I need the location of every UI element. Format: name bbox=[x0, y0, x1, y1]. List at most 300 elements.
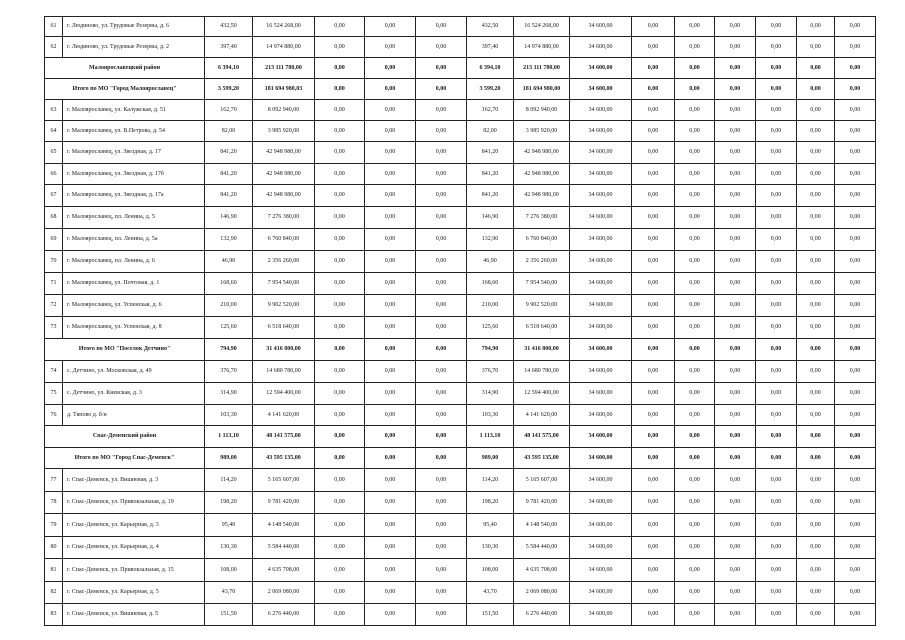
value-cell: 0,00 bbox=[632, 405, 675, 426]
value-cell: 0,00 bbox=[675, 448, 715, 469]
value-cell: 16 524 268,00 bbox=[253, 17, 315, 37]
value-cell: 34 600,00 bbox=[570, 58, 632, 79]
value-cell: 397,40 bbox=[467, 37, 514, 58]
value-cell: 0,00 bbox=[797, 361, 835, 383]
value-cell: 198,20 bbox=[205, 492, 253, 514]
value-cell: 46,90 bbox=[467, 251, 514, 273]
value-cell: 0,00 bbox=[835, 559, 876, 582]
value-cell: 0,00 bbox=[632, 100, 675, 121]
value-cell: 0,00 bbox=[835, 251, 876, 273]
value-cell: 125,60 bbox=[467, 317, 514, 339]
value-cell: 14 974 880,00 bbox=[514, 37, 570, 58]
value-cell: 0,00 bbox=[632, 559, 675, 582]
value-cell: 43,70 bbox=[467, 582, 514, 604]
address-cell: г. Малоярославец, ул. Успенская, д. 8 bbox=[63, 317, 205, 339]
document-sheet bbox=[44, 16, 875, 626]
value-cell: 34 600,00 bbox=[570, 79, 632, 100]
row-number: 68 bbox=[45, 207, 63, 229]
table-row bbox=[45, 582, 876, 604]
value-cell: 0,00 bbox=[835, 361, 876, 383]
value-cell: 0,00 bbox=[416, 317, 467, 339]
value-cell: 4 148 540,00 bbox=[514, 514, 570, 537]
value-cell: 168,60 bbox=[467, 273, 514, 295]
value-cell: 0,00 bbox=[715, 273, 756, 295]
value-cell: 0,00 bbox=[416, 251, 467, 273]
value-cell: 0,00 bbox=[632, 273, 675, 295]
value-cell: 0,00 bbox=[365, 121, 416, 142]
value-cell: 3 985 920,00 bbox=[253, 121, 315, 142]
value-cell: 841,20 bbox=[467, 185, 514, 207]
value-cell: 6 276 440,00 bbox=[253, 604, 315, 626]
table-row bbox=[45, 383, 876, 405]
value-cell: 4 635 708,00 bbox=[514, 559, 570, 582]
value-cell: 0,00 bbox=[416, 295, 467, 317]
value-cell: 0,00 bbox=[675, 79, 715, 100]
value-cell: 0,00 bbox=[675, 559, 715, 582]
value-cell: 114,20 bbox=[467, 469, 514, 492]
value-cell: 0,00 bbox=[675, 273, 715, 295]
summary-label: Итого по МО "Город Малоярославец" bbox=[45, 79, 205, 100]
value-cell: 0,00 bbox=[416, 537, 467, 559]
value-cell: 0,00 bbox=[632, 207, 675, 229]
value-cell: 0,00 bbox=[632, 37, 675, 58]
value-cell: 0,00 bbox=[756, 317, 797, 339]
value-cell: 0,00 bbox=[797, 295, 835, 317]
value-cell: 0,00 bbox=[715, 164, 756, 185]
value-cell: 0,00 bbox=[756, 58, 797, 79]
address-cell: г. Спас-Деменск, ул. Карьерная, д. 3 bbox=[63, 514, 205, 537]
value-cell: 0,00 bbox=[632, 185, 675, 207]
value-cell: 0,00 bbox=[756, 514, 797, 537]
value-cell: 0,00 bbox=[675, 405, 715, 426]
value-cell: 34 600,00 bbox=[570, 448, 632, 469]
address-cell: д. Тяпово д. б/н bbox=[63, 405, 205, 426]
value-cell: 0,00 bbox=[715, 383, 756, 405]
value-cell: 0,00 bbox=[715, 37, 756, 58]
table-row bbox=[45, 142, 876, 164]
value-cell: 0,00 bbox=[675, 100, 715, 121]
value-cell: 0,00 bbox=[315, 537, 365, 559]
value-cell: 34 600,00 bbox=[570, 383, 632, 405]
value-cell: 989,00 bbox=[467, 448, 514, 469]
table-row bbox=[45, 251, 876, 273]
value-cell: 0,00 bbox=[715, 559, 756, 582]
table-row bbox=[45, 317, 876, 339]
value-cell: 0,00 bbox=[675, 17, 715, 37]
address-cell: г. Малоярославец, ул. Звездная, д. 17 bbox=[63, 142, 205, 164]
value-cell: 31 416 800,00 bbox=[514, 339, 570, 361]
value-cell: 48 141 575,00 bbox=[253, 426, 315, 448]
value-cell: 0,00 bbox=[365, 469, 416, 492]
value-cell: 0,00 bbox=[416, 273, 467, 295]
value-cell: 0,00 bbox=[797, 339, 835, 361]
value-cell: 0,00 bbox=[315, 383, 365, 405]
value-cell: 0,00 bbox=[416, 426, 467, 448]
value-cell: 7 954 540,00 bbox=[253, 273, 315, 295]
table-row bbox=[45, 559, 876, 582]
value-cell: 0,00 bbox=[835, 514, 876, 537]
value-cell: 210,00 bbox=[205, 295, 253, 317]
row-number: 67 bbox=[45, 185, 63, 207]
value-cell: 0,00 bbox=[715, 185, 756, 207]
row-number: 83 bbox=[45, 604, 63, 626]
value-cell: 0,00 bbox=[365, 100, 416, 121]
value-cell: 0,00 bbox=[416, 207, 467, 229]
row-number: 70 bbox=[45, 251, 63, 273]
value-cell: 9 781 420,00 bbox=[514, 492, 570, 514]
value-cell: 12 594 400,00 bbox=[514, 383, 570, 405]
value-cell: 841,20 bbox=[205, 142, 253, 164]
value-cell: 794,90 bbox=[467, 339, 514, 361]
value-cell: 210,00 bbox=[467, 295, 514, 317]
value-cell: 5 165 607,00 bbox=[253, 469, 315, 492]
value-cell: 0,00 bbox=[632, 361, 675, 383]
value-cell: 0,00 bbox=[835, 426, 876, 448]
value-cell: 0,00 bbox=[797, 469, 835, 492]
row-number: 78 bbox=[45, 492, 63, 514]
value-cell: 42 948 980,00 bbox=[253, 142, 315, 164]
row-number: 82 bbox=[45, 582, 63, 604]
value-cell: 12 594 400,00 bbox=[253, 383, 315, 405]
value-cell: 0,00 bbox=[416, 37, 467, 58]
value-cell: 34 600,00 bbox=[570, 559, 632, 582]
value-cell: 0,00 bbox=[365, 58, 416, 79]
value-cell: 5 165 607,00 bbox=[514, 469, 570, 492]
table-row bbox=[45, 514, 876, 537]
value-cell: 0,00 bbox=[632, 537, 675, 559]
value-cell: 34 600,00 bbox=[570, 582, 632, 604]
row-number: 77 bbox=[45, 469, 63, 492]
value-cell: 0,00 bbox=[365, 361, 416, 383]
value-cell: 103,30 bbox=[205, 405, 253, 426]
address-cell: г. Малоярославец, ул. В.Петрова, д. 54 bbox=[63, 121, 205, 142]
value-cell: 9 781 420,00 bbox=[253, 492, 315, 514]
summary-row bbox=[45, 426, 876, 448]
value-cell: 0,00 bbox=[756, 185, 797, 207]
value-cell: 0,00 bbox=[797, 559, 835, 582]
value-cell: 0,00 bbox=[797, 79, 835, 100]
value-cell: 108,00 bbox=[467, 559, 514, 582]
value-cell: 34 600,00 bbox=[570, 317, 632, 339]
value-cell: 0,00 bbox=[835, 100, 876, 121]
value-cell: 34 600,00 bbox=[570, 164, 632, 185]
value-cell: 0,00 bbox=[632, 426, 675, 448]
value-cell: 0,00 bbox=[416, 448, 467, 469]
value-cell: 0,00 bbox=[835, 469, 876, 492]
value-cell: 0,00 bbox=[756, 100, 797, 121]
value-cell: 198,20 bbox=[467, 492, 514, 514]
value-cell: 0,00 bbox=[715, 537, 756, 559]
value-cell: 1 113,10 bbox=[467, 426, 514, 448]
value-cell: 0,00 bbox=[797, 492, 835, 514]
value-cell: 151,50 bbox=[467, 604, 514, 626]
value-cell: 0,00 bbox=[756, 469, 797, 492]
value-cell: 2 356 260,00 bbox=[253, 251, 315, 273]
value-cell: 0,00 bbox=[416, 582, 467, 604]
row-number: 76 bbox=[45, 405, 63, 426]
table-row bbox=[45, 121, 876, 142]
value-cell: 0,00 bbox=[315, 604, 365, 626]
value-cell: 2 356 260,00 bbox=[514, 251, 570, 273]
value-cell: 132,90 bbox=[467, 229, 514, 251]
value-cell: 841,20 bbox=[205, 164, 253, 185]
value-cell: 0,00 bbox=[365, 559, 416, 582]
value-cell: 0,00 bbox=[365, 273, 416, 295]
value-cell: 0,00 bbox=[675, 185, 715, 207]
value-cell: 314,90 bbox=[205, 383, 253, 405]
value-cell: 14 680 780,00 bbox=[253, 361, 315, 383]
value-cell: 0,00 bbox=[756, 448, 797, 469]
value-cell: 43,70 bbox=[205, 582, 253, 604]
value-cell: 0,00 bbox=[315, 185, 365, 207]
value-cell: 0,00 bbox=[797, 317, 835, 339]
value-cell: 0,00 bbox=[756, 405, 797, 426]
value-cell: 0,00 bbox=[632, 142, 675, 164]
value-cell: 0,00 bbox=[315, 207, 365, 229]
row-number: 81 bbox=[45, 559, 63, 582]
value-cell: 34 600,00 bbox=[570, 17, 632, 37]
address-cell: г. Малоярославец, пл. Ленина, д. 6 bbox=[63, 251, 205, 273]
value-cell: 0,00 bbox=[365, 251, 416, 273]
value-cell: 0,00 bbox=[835, 58, 876, 79]
value-cell: 0,00 bbox=[315, 514, 365, 537]
value-cell: 0,00 bbox=[715, 121, 756, 142]
table-row bbox=[45, 405, 876, 426]
value-cell: 0,00 bbox=[797, 582, 835, 604]
value-cell: 0,00 bbox=[416, 79, 467, 100]
value-cell: 34 600,00 bbox=[570, 469, 632, 492]
summary-row bbox=[45, 339, 876, 361]
value-cell: 0,00 bbox=[835, 383, 876, 405]
value-cell: 82,00 bbox=[467, 121, 514, 142]
value-cell: 146,90 bbox=[205, 207, 253, 229]
value-cell: 0,00 bbox=[756, 37, 797, 58]
value-cell: 0,00 bbox=[365, 582, 416, 604]
value-cell: 0,00 bbox=[632, 251, 675, 273]
value-cell: 0,00 bbox=[632, 164, 675, 185]
value-cell: 376,70 bbox=[205, 361, 253, 383]
value-cell: 0,00 bbox=[835, 604, 876, 626]
value-cell: 0,00 bbox=[675, 37, 715, 58]
row-number: 61 bbox=[45, 17, 63, 37]
value-cell: 0,00 bbox=[675, 339, 715, 361]
value-cell: 989,00 bbox=[205, 448, 253, 469]
value-cell: 3 599,20 bbox=[467, 79, 514, 100]
value-cell: 0,00 bbox=[756, 142, 797, 164]
value-cell: 0,00 bbox=[675, 142, 715, 164]
value-cell: 0,00 bbox=[756, 17, 797, 37]
value-cell: 0,00 bbox=[416, 164, 467, 185]
table-row bbox=[45, 537, 876, 559]
value-cell: 0,00 bbox=[675, 604, 715, 626]
value-cell: 162,70 bbox=[205, 100, 253, 121]
value-cell: 0,00 bbox=[835, 17, 876, 37]
value-cell: 0,00 bbox=[715, 582, 756, 604]
address-cell: г. Малоярославец, ул. Калужская, д. 51 bbox=[63, 100, 205, 121]
value-cell: 0,00 bbox=[675, 514, 715, 537]
value-cell: 0,00 bbox=[715, 229, 756, 251]
value-cell: 0,00 bbox=[715, 207, 756, 229]
value-cell: 43 595 135,00 bbox=[514, 448, 570, 469]
value-cell: 0,00 bbox=[365, 514, 416, 537]
value-cell: 0,00 bbox=[365, 229, 416, 251]
value-cell: 0,00 bbox=[835, 207, 876, 229]
value-cell: 0,00 bbox=[365, 295, 416, 317]
value-cell: 0,00 bbox=[715, 58, 756, 79]
value-cell: 42 948 980,00 bbox=[514, 185, 570, 207]
row-number: 66 bbox=[45, 164, 63, 185]
value-cell: 0,00 bbox=[632, 58, 675, 79]
value-cell: 0,00 bbox=[835, 405, 876, 426]
value-cell: 0,00 bbox=[797, 448, 835, 469]
value-cell: 0,00 bbox=[416, 229, 467, 251]
value-cell: 0,00 bbox=[756, 383, 797, 405]
value-cell: 5 584 440,00 bbox=[514, 537, 570, 559]
address-cell: г. Спас-Деменск, ул. Карьерная, д. 5 bbox=[63, 582, 205, 604]
value-cell: 0,00 bbox=[416, 121, 467, 142]
value-cell: 0,00 bbox=[756, 229, 797, 251]
value-cell: 42 948 980,00 bbox=[514, 164, 570, 185]
value-cell: 397,40 bbox=[205, 37, 253, 58]
table-row bbox=[45, 295, 876, 317]
value-cell: 168,60 bbox=[205, 273, 253, 295]
value-cell: 0,00 bbox=[675, 492, 715, 514]
value-cell: 6 518 640,00 bbox=[253, 317, 315, 339]
summary-label: Итого по МО "Город Спас-Деменск" bbox=[45, 448, 205, 469]
value-cell: 0,00 bbox=[675, 251, 715, 273]
value-cell: 0,00 bbox=[715, 79, 756, 100]
value-cell: 0,00 bbox=[315, 361, 365, 383]
table-row bbox=[45, 207, 876, 229]
row-number: 64 bbox=[45, 121, 63, 142]
value-cell: 0,00 bbox=[715, 317, 756, 339]
value-cell: 0,00 bbox=[416, 361, 467, 383]
value-cell: 0,00 bbox=[315, 37, 365, 58]
value-cell: 0,00 bbox=[632, 514, 675, 537]
value-cell: 0,00 bbox=[675, 164, 715, 185]
value-cell: 34 600,00 bbox=[570, 229, 632, 251]
value-cell: 0,00 bbox=[315, 469, 365, 492]
value-cell: 6 394,10 bbox=[205, 58, 253, 79]
row-number: 75 bbox=[45, 383, 63, 405]
value-cell: 0,00 bbox=[675, 295, 715, 317]
value-cell: 0,00 bbox=[632, 469, 675, 492]
summary-row bbox=[45, 448, 876, 469]
value-cell: 42 948 980,00 bbox=[253, 164, 315, 185]
value-cell: 3 985 920,00 bbox=[514, 121, 570, 142]
value-cell: 0,00 bbox=[797, 58, 835, 79]
value-cell: 0,00 bbox=[315, 142, 365, 164]
value-cell: 34 600,00 bbox=[570, 295, 632, 317]
value-cell: 0,00 bbox=[756, 295, 797, 317]
value-cell: 0,00 bbox=[675, 469, 715, 492]
value-cell: 0,00 bbox=[797, 185, 835, 207]
value-cell: 0,00 bbox=[365, 426, 416, 448]
value-cell: 0,00 bbox=[675, 361, 715, 383]
value-cell: 0,00 bbox=[632, 339, 675, 361]
value-cell: 0,00 bbox=[797, 604, 835, 626]
value-cell: 0,00 bbox=[756, 164, 797, 185]
value-cell: 162,70 bbox=[467, 100, 514, 121]
value-cell: 0,00 bbox=[632, 317, 675, 339]
value-cell: 0,00 bbox=[797, 383, 835, 405]
value-cell: 0,00 bbox=[756, 582, 797, 604]
value-cell: 0,00 bbox=[797, 537, 835, 559]
value-cell: 3 599,20 bbox=[205, 79, 253, 100]
value-cell: 0,00 bbox=[675, 207, 715, 229]
value-cell: 8 092 940,00 bbox=[514, 100, 570, 121]
value-cell: 0,00 bbox=[797, 426, 835, 448]
value-cell: 0,00 bbox=[675, 426, 715, 448]
value-cell: 0,00 bbox=[365, 185, 416, 207]
address-cell: г. Малоярославец, ул. Звездная, д. 17а bbox=[63, 185, 205, 207]
table-row bbox=[45, 361, 876, 383]
row-number: 71 bbox=[45, 273, 63, 295]
value-cell: 0,00 bbox=[416, 142, 467, 164]
value-cell: 95,40 bbox=[205, 514, 253, 537]
address-cell: г. Спас-Деменск, ул. Привокзальная, д. 15 bbox=[63, 559, 205, 582]
value-cell: 0,00 bbox=[835, 317, 876, 339]
value-cell: 0,00 bbox=[315, 100, 365, 121]
value-cell: 0,00 bbox=[675, 537, 715, 559]
address-cell: г. Спас-Деменск, ул. Вишневая, д. 3 bbox=[63, 469, 205, 492]
value-cell: 0,00 bbox=[715, 339, 756, 361]
value-cell: 213 111 780,00 bbox=[514, 58, 570, 79]
value-cell: 4 148 540,00 bbox=[253, 514, 315, 537]
address-cell: г. Спас-Деменск, ул. Карьерная, д. 4 bbox=[63, 537, 205, 559]
row-number: 79 bbox=[45, 514, 63, 537]
value-cell: 0,00 bbox=[365, 17, 416, 37]
value-cell: 0,00 bbox=[365, 142, 416, 164]
value-cell: 0,00 bbox=[835, 582, 876, 604]
value-cell: 34 600,00 bbox=[570, 514, 632, 537]
value-cell: 34 600,00 bbox=[570, 100, 632, 121]
value-cell: 376,70 bbox=[467, 361, 514, 383]
value-cell: 0,00 bbox=[756, 492, 797, 514]
value-cell: 0,00 bbox=[365, 492, 416, 514]
value-cell: 0,00 bbox=[416, 185, 467, 207]
value-cell: 34 600,00 bbox=[570, 339, 632, 361]
value-cell: 5 584 440,00 bbox=[253, 537, 315, 559]
value-cell: 0,00 bbox=[835, 37, 876, 58]
value-cell: 0,00 bbox=[416, 17, 467, 37]
value-cell: 34 600,00 bbox=[570, 121, 632, 142]
value-cell: 9 902 520,00 bbox=[253, 295, 315, 317]
value-cell: 0,00 bbox=[675, 58, 715, 79]
row-number: 73 bbox=[45, 317, 63, 339]
value-cell: 0,00 bbox=[756, 207, 797, 229]
row-number: 69 bbox=[45, 229, 63, 251]
value-cell: 9 902 520,00 bbox=[514, 295, 570, 317]
value-cell: 0,00 bbox=[835, 448, 876, 469]
value-cell: 181 694 980,03 bbox=[253, 79, 315, 100]
value-cell: 0,00 bbox=[715, 405, 756, 426]
table-row bbox=[45, 469, 876, 492]
value-cell: 0,00 bbox=[416, 469, 467, 492]
value-cell: 103,30 bbox=[467, 405, 514, 426]
value-cell: 0,00 bbox=[797, 121, 835, 142]
value-cell: 132,90 bbox=[205, 229, 253, 251]
value-cell: 34 600,00 bbox=[570, 273, 632, 295]
value-cell: 114,20 bbox=[205, 469, 253, 492]
value-cell: 0,00 bbox=[835, 295, 876, 317]
address-cell: г. Малоярославец, ул. Почтовая, д. 1 bbox=[63, 273, 205, 295]
value-cell: 213 111 780,00 bbox=[253, 58, 315, 79]
value-cell: 0,00 bbox=[756, 426, 797, 448]
value-cell: 0,00 bbox=[715, 17, 756, 37]
value-cell: 95,40 bbox=[467, 514, 514, 537]
value-cell: 0,00 bbox=[797, 164, 835, 185]
